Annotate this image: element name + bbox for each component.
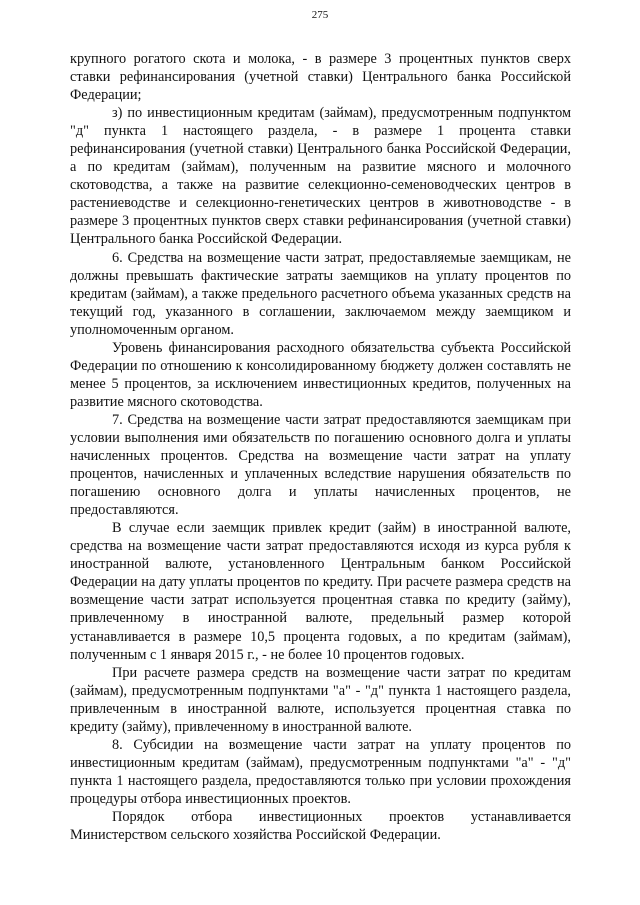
- paragraph-financing-level: Уровень финансирования расходного обязательства субъекта Российской Федерации по отношению к консолидированному бюджету должен составлять не менее 5 процентов, за исключением инвестиционных кредитов, полученных на развитие мясного скотоводства.: [70, 339, 571, 410]
- paragraph-subitem-z: з) по инвестиционным кредитам (займам), предусмотренным подпунктом "д" пункта 1 настоящего раздела, - в размере 1 процента ставки рефинансирования (учетной ставки) Центрального банка Российской Федерации, а по кредитам (займам), полученным на развитие мясного и молочного скотоводства, а также на развитие селекционно-семеноводческих центров в растениеводстве и селекционно-генетических центров в животноводстве - в размере 3 процентных пунктов сверх ставки рефинансирования (учетной ставки) Центрального банка Российской Федерации.: [70, 105, 571, 248]
- paragraph-foreign-currency-rate: При расчете размера средств на возмещение части затрат по кредитам (займам), предусмотренным подпунктами "а" - "д" пункта 1 настоящего раздела, привлеченным в иностранной валюте, используется процентная ставка по кредиту (займу), привлеченному в иностранной валюте.: [70, 664, 571, 735]
- document-body: [70, 50, 571, 844]
- paragraph-foreign-currency: В случае если заемщик привлек кредит (займ) в иностранной валюте, средства на возмещение части затрат предоставляются исходя из курса рубля к иностранной валюте, установленного Центральным банком Российской Федерации на дату уплаты процентов по кредиту. При расчете размера средств на возмещение части затрат используется процентная ставка по кредиту (займу), привлеченному в иностранной валюте, предельный размер которой устанавливается в размере 10,5 процента годовых, а по кредитам (займам), полученным с 1 января 2015 г., - не более 10 процентов годовых.: [70, 520, 571, 663]
- paragraph-continuation: крупного рогатого скота и молока, - в размере 3 процентных пунктов сверх ставки рефинансирования (учетной ставки) Центрального банка Российской Федерации;: [70, 51, 571, 104]
- paragraph-selection-procedure: Порядок отбора инвестиционных проектов устанавливается Министерством сельского хозяйства Российской Федерации.: [70, 808, 571, 844]
- paragraph-item-8: 8. Субсидии на возмещение части затрат на уплату процентов по инвестиционным кредитам (займам), предусмотренным подпунктами "а" - "д" пункта 1 настоящего раздела, предоставляются только при условии прохождения процедуры отбора инвестиционных проектов.: [70, 736, 571, 807]
- page-number: 275: [311, 9, 329, 21]
- paragraph-item-6: 6. Средства на возмещение части затрат, предоставляемые заемщикам, не должны превышать фактические затраты заемщиков на уплату процентов по кредитам (займам), а также предельного расчетного объема указанных средств на текущий год, указанного в соглашении, заключаемом между заемщиком и уполномоченным органом.: [70, 249, 571, 338]
- paragraph-item-7: 7. Средства на возмещение части затрат предоставляются заемщикам при условии выполнения ими обязательств по погашению основного долга и уплаты начисленных процентов. Средства на возмещение части затрат на уплату процентов, начисленных и уплаченных вследствие нарушения обязательств по погашению основного долга и уплаты начисленных процентов, не предоставляются.: [70, 411, 571, 519]
